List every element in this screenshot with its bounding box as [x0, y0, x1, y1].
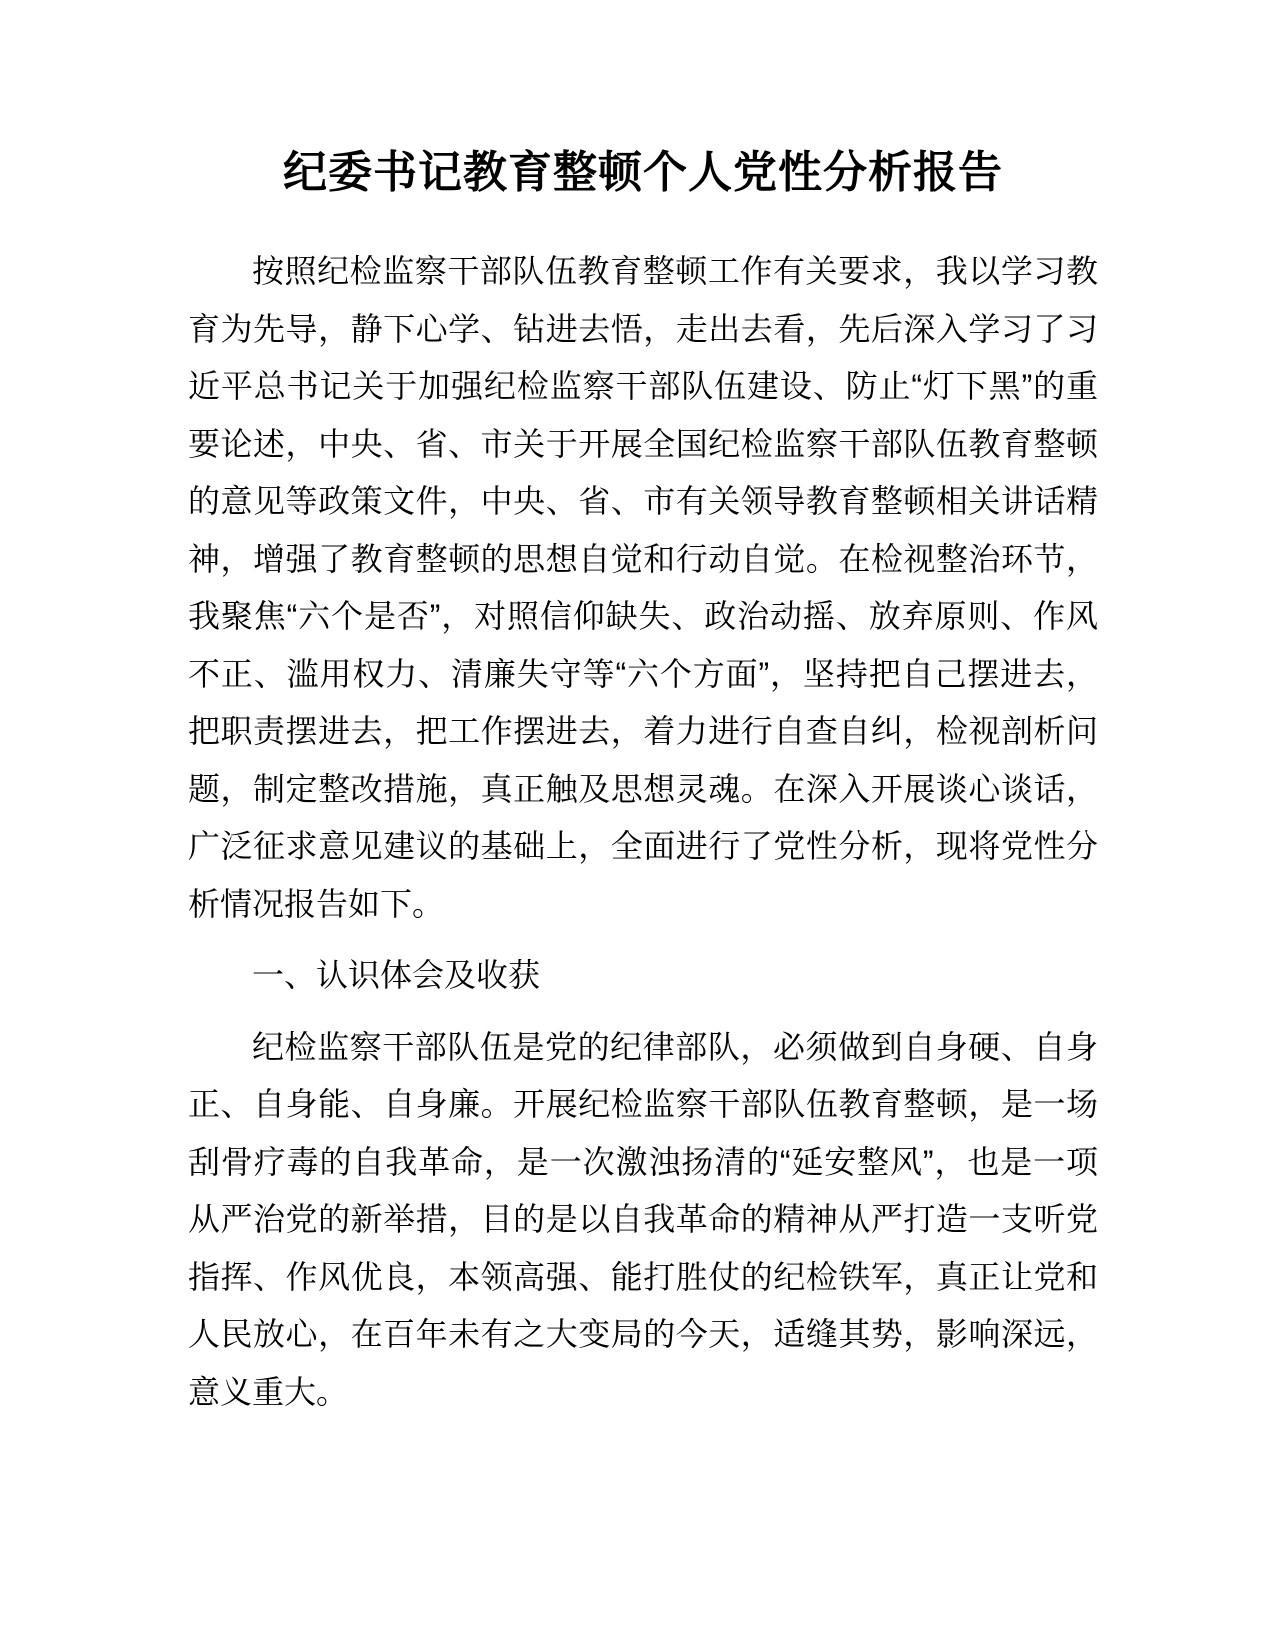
body-paragraph: 纪检监察干部队伍是党的纪律部队，必须做到自身硬、自身正、自身能、自身廉。开展纪检监察干部队伍教育整顿，是一场刮骨疗毒的自我革命，是一次激浊扬清的“延安整风”，也是一项从严治党的新举措，目的是以自我革命的精神从严打造一支听党指挥、作风优良，本领高强、能打胜仗的纪检铁军，真正让党和人民放心，在百年未有之大变局的今天，适缝其势，影响深远，意义重大。: [188, 1028, 1098, 1410]
document-body: [188, 243, 1098, 1421]
document-title: 纪委书记教育整顿个人党性分析报告: [283, 148, 1003, 197]
body-paragraph: 按照纪检监察干部队伍教育整顿工作有关要求，我以学习教育为先导，静下心学、钻进去悟，走出去看，先后深入学习了习近平总书记关于加强纪检监察干部队伍建设、防止“灯下黑”的重要论述，中央、省、市关于开展全国纪检监察干部队伍教育整顿的意见等政策文件，中央、省、市有关领导教育整顿相关讲话精神，增强了教育整顿的思想自觉和行动自觉。在检视整治环节，我聚焦“六个是否”，对照信仰缺失、政治动摇、放弃原则、作风不正、滥用权力、清廉失守等“六个方面”，坚持把自己摆进去，把职责摆进去，把工作摆进去，着力进行自查自纠，检视剖析问题，制定整改措施，真正触及思想灵魂。在深入开展谈心谈话，广泛征求意见建议的基础上，全面进行了党性分析，现将党性分析情况报告如下。: [188, 253, 1098, 922]
section-heading: 一、认识体会及收获: [252, 957, 541, 993]
